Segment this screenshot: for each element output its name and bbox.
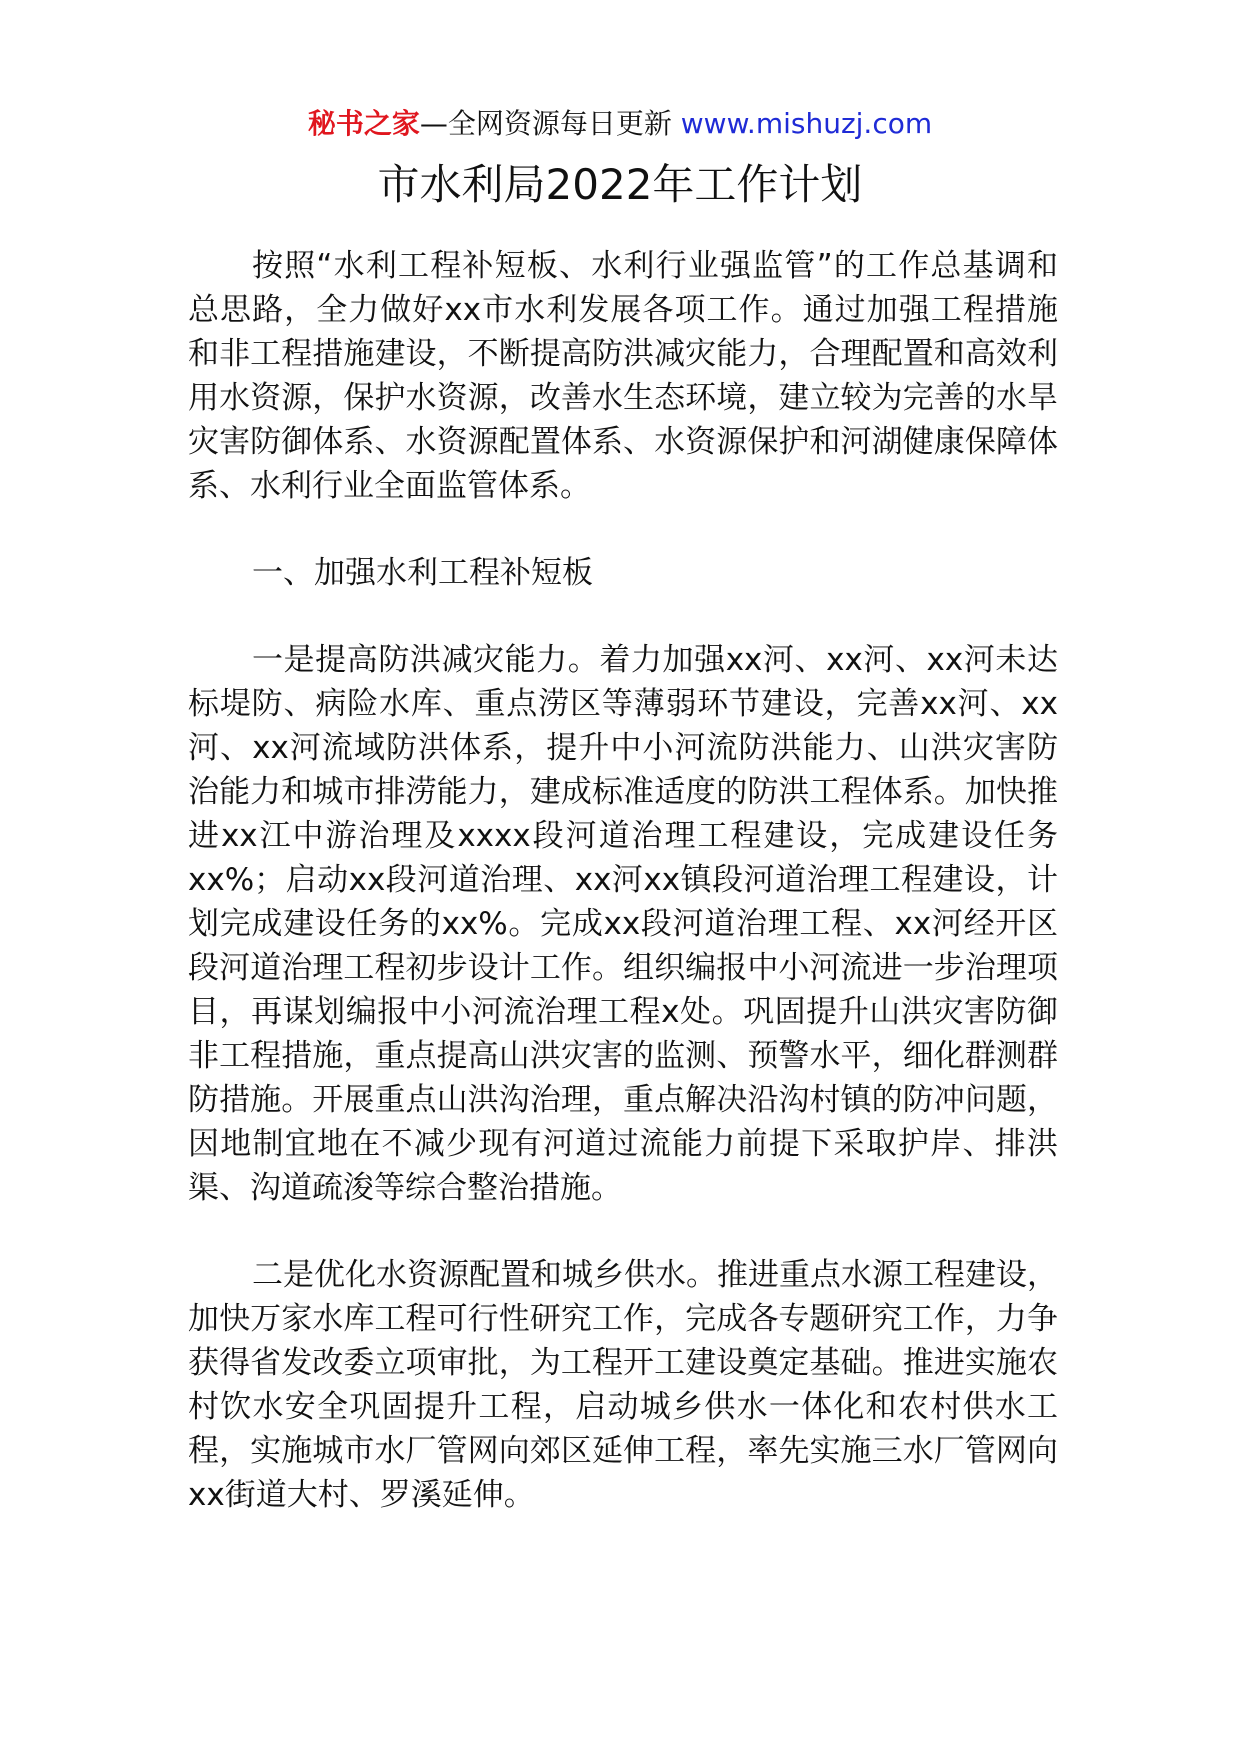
header-tagline: —全网资源每日更新 [419,107,681,140]
brand-name: 秘书之家 [307,107,420,140]
intro-paragraph: 按照“水利工程补短板、水利行业强监管”的工作总基调和总思路，全力做好xx市水利发展各项工作。通过加强工程措施和非工程措施建设，不断提高防洪减灾能力，合理配置和高效利用水资源，保护水资源，改善水生态环境，建立较为完善的水旱灾害防御体系、水资源配置体系、水资源保护和河湖健康保障体系、水利行业全面监管体系。 [188,248,1058,504]
document-title: 市水利局2022年工作计划 [377,160,863,209]
body-paragraph: 二是优化水资源配置和城乡供水。推进重点水源工程建设，加快万家水库工程可行性研究工作，完成各专题研究工作，力争获得省发改委立项审批，为工程开工建设奠定基础。推进实施农村饮水安全巩固提升工程，启动城乡供水一体化和农村供水工程，实施城市水厂管网向郊区延伸工程，率先实施三水厂管网向xx街道大村、罗溪延伸。 [188,1257,1058,1513]
document-body [188,244,1058,1517]
site-url-link[interactable]: www.mishuzj.com [680,107,933,140]
site-header [0,100,1240,148]
section-heading: 一、加强水利工程补短板 [252,555,593,591]
body-paragraph: 一是提高防洪减灾能力。着力加强xx河、xx河、xx河未达标堤防、病险水库、重点涝区等薄弱环节建设，完善xx河、xx河、xx河流域防洪体系，提升中小河流防洪能力、山洪灾害防治能力和城市排涝能力，建成标准适度的防洪工程体系。加快推进xx江中游治理及xxxx段河道治理工程建设，完成建设任务xx%；启动xx段河道治理、xx河xx镇段河道治理工程建设，计划完成建设任务的xx%。完成xx段河道治理工程、xx河经开区段河道治理工程初步设计工作。组织编报中小河流进一步治理项目，再谋划编报中小河流治理工程x处。巩固提升山洪灾害防御非工程措施，重点提高山洪灾害的监测、预警水平，细化群测群防措施。开展重点山洪沟治理，重点解决沿沟村镇的防冲问题，因地制宜地在不减少现有河道过流能力前提下采取护岸、排洪渠、沟道疏浚等综合整治措施。 [188,642,1058,1206]
